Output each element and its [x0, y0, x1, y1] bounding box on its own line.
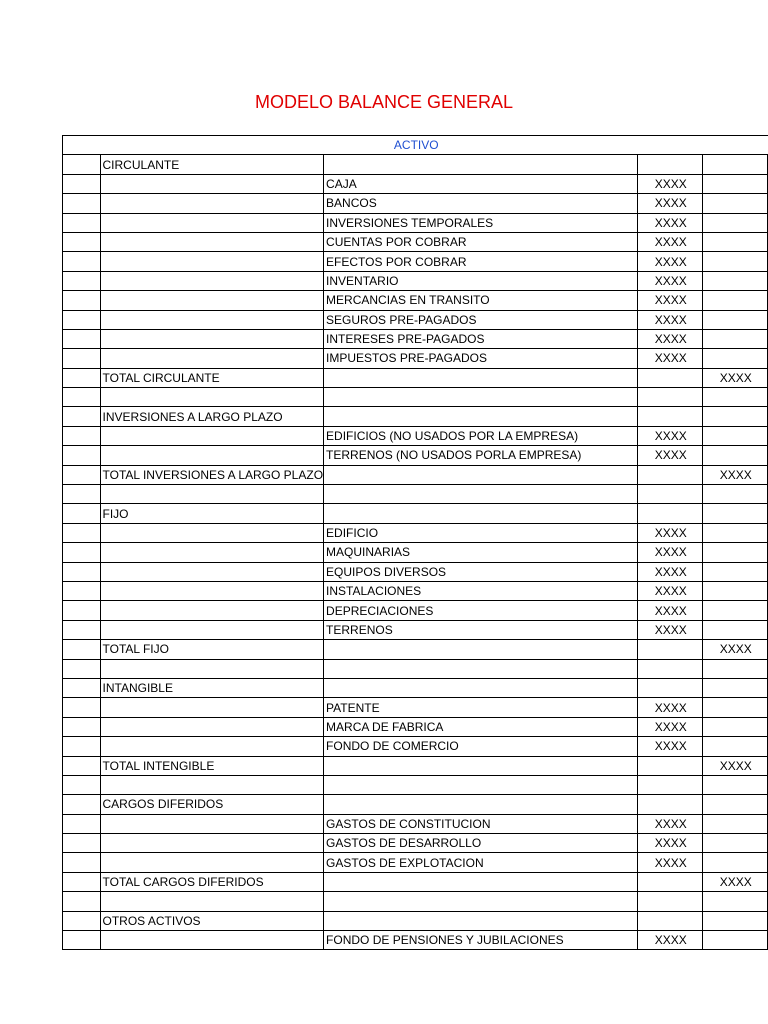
item-label[interactable]: GASTOS DE EXPLOTACION [324, 853, 638, 872]
item-label[interactable]: EQUIPOS DIVERSOS [324, 562, 638, 581]
item-label[interactable]: CUENTAS POR COBRAR [324, 232, 638, 251]
item-row [63, 562, 768, 581]
section-header[interactable]: ACTIVO [63, 136, 768, 155]
cell-total[interactable] [702, 310, 767, 329]
cell-total[interactable] [702, 795, 767, 814]
item-row [63, 814, 768, 833]
cell-indent-2[interactable] [100, 329, 324, 348]
item-row [63, 426, 768, 445]
cell-total[interactable] [702, 291, 767, 310]
cell-total[interactable] [702, 659, 767, 678]
item-label[interactable]: INVENTARIO [324, 271, 638, 290]
item-row [63, 834, 768, 853]
item-label[interactable]: FONDO DE COMERCIO [324, 737, 638, 756]
cell-indent[interactable] [63, 232, 101, 251]
item-amount[interactable]: XXXX [637, 194, 702, 213]
cell-amount[interactable] [637, 640, 702, 659]
item-amount[interactable]: XXXX [637, 446, 702, 465]
item-row [63, 349, 768, 368]
cell-indent[interactable] [63, 581, 101, 600]
item-label[interactable]: BANCOS [324, 194, 638, 213]
cell-indent[interactable] [63, 795, 101, 814]
cell-total[interactable] [702, 504, 767, 523]
cell-label[interactable] [324, 872, 638, 891]
item-row [63, 271, 768, 290]
item-amount[interactable]: XXXX [637, 271, 702, 290]
total-amount[interactable]: XXXX [702, 872, 767, 891]
item-label[interactable]: IMPUESTOS PRE-PAGADOS [324, 349, 638, 368]
item-row [63, 174, 768, 193]
cell-label[interactable] [324, 756, 638, 775]
cell-indent-2[interactable] [100, 252, 324, 271]
item-amount[interactable]: XXXX [637, 601, 702, 620]
item-row [63, 737, 768, 756]
item-amount[interactable]: XXXX [637, 349, 702, 368]
cell-amount[interactable] [637, 795, 702, 814]
cell-indent-2[interactable] [100, 931, 324, 950]
cell-indent-2[interactable] [100, 892, 324, 911]
cell-indent-2[interactable] [100, 271, 324, 290]
item-amount[interactable]: XXXX [637, 291, 702, 310]
cell-amount[interactable] [637, 388, 702, 407]
cell-indent-2[interactable] [100, 834, 324, 853]
cell-indent[interactable] [63, 291, 101, 310]
item-label[interactable]: TERRENOS [324, 620, 638, 639]
total-label[interactable]: TOTAL CARGOS DIFERIDOS [100, 872, 324, 891]
cell-indent[interactable] [63, 834, 101, 853]
total-row [63, 368, 768, 387]
cell-label[interactable] [324, 368, 638, 387]
cell-total[interactable] [702, 775, 767, 794]
cell-indent[interactable] [63, 562, 101, 581]
item-amount[interactable]: XXXX [637, 620, 702, 639]
item-row [63, 232, 768, 251]
cell-total[interactable] [702, 213, 767, 232]
group-label[interactable]: CARGOS DIFERIDOS [100, 795, 324, 814]
blank-row [63, 892, 768, 911]
cell-indent[interactable] [63, 892, 101, 911]
cell-indent[interactable] [63, 329, 101, 348]
cell-indent[interactable] [63, 853, 101, 872]
blank-row [63, 775, 768, 794]
item-label[interactable]: INSTALACIONES [324, 581, 638, 600]
cell-indent[interactable] [63, 407, 101, 426]
item-row [63, 310, 768, 329]
cell-indent[interactable] [63, 931, 101, 950]
section-header-row [63, 136, 768, 155]
cell-indent[interactable] [63, 446, 101, 465]
total-row [63, 465, 768, 484]
total-label[interactable]: TOTAL CIRCULANTE [100, 368, 324, 387]
cell-indent-2[interactable] [100, 601, 324, 620]
item-row [63, 194, 768, 213]
cell-indent[interactable] [63, 213, 101, 232]
cell-amount[interactable] [637, 407, 702, 426]
item-label[interactable]: EFECTOS POR COBRAR [324, 252, 638, 271]
cell-indent[interactable] [63, 465, 101, 484]
cell-label[interactable] [324, 678, 638, 697]
item-row [63, 252, 768, 271]
item-amount[interactable]: XXXX [637, 698, 702, 717]
item-row [63, 601, 768, 620]
cell-indent-2[interactable] [100, 814, 324, 833]
item-row [63, 523, 768, 542]
cell-amount[interactable] [637, 368, 702, 387]
cell-indent[interactable] [63, 349, 101, 368]
cell-label[interactable] [324, 407, 638, 426]
page-title: MODELO BALANCE GENERAL [254, 92, 514, 112]
cell-indent[interactable] [63, 155, 101, 174]
cell-total[interactable] [702, 543, 767, 562]
cell-indent-2[interactable] [100, 775, 324, 794]
cell-total[interactable] [702, 232, 767, 251]
item-label[interactable]: EDIFICIOS (NO USADOS POR LA EMPRESA) [324, 426, 638, 445]
total-label[interactable]: TOTAL INVERSIONES A LARGO PLAZO [100, 465, 324, 484]
cell-indent-2[interactable] [100, 232, 324, 251]
item-label[interactable]: INTERESES PRE-PAGADOS [324, 329, 638, 348]
cell-indent-2[interactable] [100, 426, 324, 445]
cell-amount[interactable] [637, 485, 702, 504]
cell-total[interactable] [702, 601, 767, 620]
cell-indent[interactable] [63, 911, 101, 930]
cell-indent[interactable] [63, 271, 101, 290]
item-amount[interactable]: XXXX [637, 717, 702, 736]
cell-indent[interactable] [63, 659, 101, 678]
cell-indent-2[interactable] [100, 853, 324, 872]
item-row [63, 620, 768, 639]
blank-row [63, 659, 768, 678]
item-amount[interactable]: XXXX [637, 931, 702, 950]
cell-label[interactable] [324, 465, 638, 484]
group-label[interactable]: INVERSIONES A LARGO PLAZO [100, 407, 324, 426]
cell-indent-2[interactable] [100, 523, 324, 542]
total-amount[interactable]: XXXX [702, 465, 767, 484]
item-label[interactable]: DEPRECIACIONES [324, 601, 638, 620]
cell-total[interactable] [702, 698, 767, 717]
item-label[interactable]: GASTOS DE DESARROLLO [324, 834, 638, 853]
cell-amount[interactable] [637, 892, 702, 911]
cell-amount[interactable] [637, 504, 702, 523]
item-amount[interactable]: XXXX [637, 834, 702, 853]
cell-indent[interactable] [63, 523, 101, 542]
balance-sheet-table [62, 135, 768, 950]
group-row [63, 504, 768, 523]
cell-total[interactable] [702, 853, 767, 872]
cell-indent[interactable] [63, 775, 101, 794]
cell-indent[interactable] [63, 388, 101, 407]
item-row [63, 291, 768, 310]
item-label[interactable]: EDIFICIO [324, 523, 638, 542]
group-row [63, 911, 768, 930]
cell-total[interactable] [702, 426, 767, 445]
group-row [63, 407, 768, 426]
cell-indent[interactable] [63, 678, 101, 697]
cell-total[interactable] [702, 349, 767, 368]
cell-total[interactable] [702, 174, 767, 193]
cell-indent[interactable] [63, 717, 101, 736]
cell-total[interactable] [702, 717, 767, 736]
cell-total[interactable] [702, 678, 767, 697]
item-amount[interactable]: XXXX [637, 737, 702, 756]
group-label[interactable]: OTROS ACTIVOS [100, 911, 324, 930]
cell-indent-2[interactable] [100, 310, 324, 329]
cell-indent-2[interactable] [100, 291, 324, 310]
cell-total[interactable] [702, 931, 767, 950]
cell-indent-2[interactable] [100, 737, 324, 756]
cell-total[interactable] [702, 329, 767, 348]
group-row [63, 155, 768, 174]
cell-total[interactable] [702, 834, 767, 853]
balance-sheet-body [63, 136, 768, 950]
cell-amount[interactable] [637, 678, 702, 697]
cell-total[interactable] [702, 581, 767, 600]
item-amount[interactable]: XXXX [637, 232, 702, 251]
group-label[interactable]: FIJO [100, 504, 324, 523]
cell-indent-2[interactable] [100, 717, 324, 736]
cell-total[interactable] [702, 892, 767, 911]
cell-total[interactable] [702, 737, 767, 756]
cell-indent[interactable] [63, 756, 101, 775]
cell-total[interactable] [702, 271, 767, 290]
cell-indent-2[interactable] [100, 349, 324, 368]
group-row [63, 678, 768, 697]
item-row [63, 853, 768, 872]
cell-amount[interactable] [637, 872, 702, 891]
item-row [63, 446, 768, 465]
cell-label[interactable] [324, 659, 638, 678]
cell-indent[interactable] [63, 368, 101, 387]
item-amount[interactable]: XXXX [637, 814, 702, 833]
cell-indent[interactable] [63, 194, 101, 213]
cell-amount[interactable] [637, 659, 702, 678]
cell-indent-2[interactable] [100, 698, 324, 717]
item-amount[interactable]: XXXX [637, 562, 702, 581]
cell-indent[interactable] [63, 737, 101, 756]
cell-label[interactable] [324, 911, 638, 930]
cell-indent[interactable] [63, 252, 101, 271]
item-label[interactable]: CAJA [324, 174, 638, 193]
cell-total[interactable] [702, 252, 767, 271]
total-amount[interactable]: XXXX [702, 368, 767, 387]
total-row [63, 872, 768, 891]
item-label[interactable]: MAQUINARIAS [324, 543, 638, 562]
item-label[interactable]: INVERSIONES TEMPORALES [324, 213, 638, 232]
cell-indent[interactable] [63, 620, 101, 639]
item-amount[interactable]: XXXX [637, 853, 702, 872]
total-row [63, 640, 768, 659]
total-label[interactable]: TOTAL INTENGIBLE [100, 756, 324, 775]
cell-label[interactable] [324, 775, 638, 794]
cell-indent-2[interactable] [100, 659, 324, 678]
item-amount[interactable]: XXXX [637, 310, 702, 329]
cell-indent-2[interactable] [100, 543, 324, 562]
group-label[interactable]: INTANGIBLE [100, 678, 324, 697]
cell-indent-2[interactable] [100, 194, 324, 213]
item-row [63, 698, 768, 717]
cell-total[interactable] [702, 562, 767, 581]
cell-amount[interactable] [637, 155, 702, 174]
total-amount[interactable]: XXXX [702, 640, 767, 659]
cell-indent-2[interactable] [100, 562, 324, 581]
cell-label[interactable] [324, 388, 638, 407]
cell-indent-2[interactable] [100, 620, 324, 639]
cell-label[interactable] [324, 892, 638, 911]
cell-amount[interactable] [637, 465, 702, 484]
item-label[interactable]: SEGUROS PRE-PAGADOS [324, 310, 638, 329]
cell-label[interactable] [324, 485, 638, 504]
group-row [63, 795, 768, 814]
cell-label[interactable] [324, 640, 638, 659]
cell-indent[interactable] [63, 310, 101, 329]
item-label[interactable]: TERRENOS (NO USADOS PORLA EMPRESA) [324, 446, 638, 465]
cell-amount[interactable] [637, 756, 702, 775]
cell-indent[interactable] [63, 698, 101, 717]
cell-indent[interactable] [63, 504, 101, 523]
cell-total[interactable] [702, 388, 767, 407]
cell-indent-2[interactable] [100, 446, 324, 465]
item-amount[interactable]: XXXX [637, 543, 702, 562]
item-row [63, 717, 768, 736]
item-amount[interactable]: XXXX [637, 426, 702, 445]
cell-total[interactable] [702, 155, 767, 174]
item-label[interactable]: MERCANCIAS EN TRANSITO [324, 291, 638, 310]
blank-row [63, 485, 768, 504]
group-label[interactable]: CIRCULANTE [100, 155, 324, 174]
cell-indent-2[interactable] [100, 174, 324, 193]
item-row [63, 213, 768, 232]
item-row [63, 581, 768, 600]
cell-label[interactable] [324, 504, 638, 523]
item-label[interactable]: GASTOS DE CONSTITUCION [324, 814, 638, 833]
cell-indent-2[interactable] [100, 485, 324, 504]
cell-indent-2[interactable] [100, 388, 324, 407]
cell-amount[interactable] [637, 911, 702, 930]
cell-indent[interactable] [63, 426, 101, 445]
item-amount[interactable]: XXXX [637, 252, 702, 271]
cell-indent[interactable] [63, 601, 101, 620]
cell-indent-2[interactable] [100, 581, 324, 600]
cell-total[interactable] [702, 911, 767, 930]
cell-indent[interactable] [63, 640, 101, 659]
item-row [63, 931, 768, 950]
item-label[interactable]: FONDO DE PENSIONES Y JUBILACIONES [324, 931, 638, 950]
total-row [63, 756, 768, 775]
cell-indent[interactable] [63, 174, 101, 193]
cell-amount[interactable] [637, 775, 702, 794]
blank-row [63, 388, 768, 407]
cell-indent-2[interactable] [100, 213, 324, 232]
item-label[interactable]: PATENTE [324, 698, 638, 717]
item-amount[interactable]: XXXX [637, 174, 702, 193]
cell-total[interactable] [702, 620, 767, 639]
cell-indent[interactable] [63, 543, 101, 562]
item-amount[interactable]: XXXX [637, 329, 702, 348]
cell-total[interactable] [702, 194, 767, 213]
cell-total[interactable] [702, 407, 767, 426]
cell-indent[interactable] [63, 485, 101, 504]
total-label[interactable]: TOTAL FIJO [100, 640, 324, 659]
item-label[interactable]: MARCA DE FABRICA [324, 717, 638, 736]
item-amount[interactable]: XXXX [637, 213, 702, 232]
cell-label[interactable] [324, 795, 638, 814]
total-amount[interactable]: XXXX [702, 756, 767, 775]
item-row [63, 543, 768, 562]
cell-total[interactable] [702, 814, 767, 833]
cell-indent[interactable] [63, 814, 101, 833]
cell-indent[interactable] [63, 872, 101, 891]
item-amount[interactable]: XXXX [637, 523, 702, 542]
item-row [63, 329, 768, 348]
item-amount[interactable]: XXXX [637, 581, 702, 600]
cell-total[interactable] [702, 523, 767, 542]
cell-total[interactable] [702, 485, 767, 504]
cell-label[interactable] [324, 155, 638, 174]
cell-total[interactable] [702, 446, 767, 465]
